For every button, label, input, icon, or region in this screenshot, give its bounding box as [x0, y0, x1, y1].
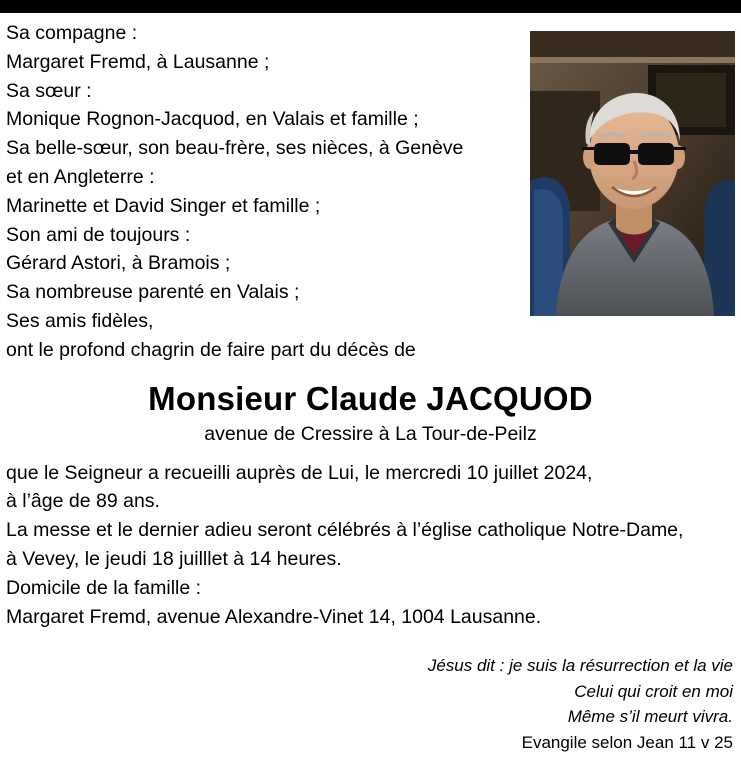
scripture-verse — [6, 653, 735, 755]
relatives-line: Gérard Astori, à Bramois ; — [6, 252, 231, 275]
body-line: à Vevey, le jeudi 18 juilllet à 14 heures. — [6, 547, 342, 570]
verse-reference: Evangile selon Jean 11 v 25 — [521, 732, 733, 752]
relatives-line: et en Angleterre : — [6, 165, 155, 188]
relatives-line: Sa nombreuse parenté en Valais ; — [6, 281, 300, 304]
relatives-line: Sa sœur : — [6, 79, 92, 102]
verse-line: Jésus dit : je suis la résurrection et la vie — [427, 656, 733, 676]
relatives-line: Margaret Fremd, à Lausanne ; — [6, 50, 270, 73]
verse-line: Celui qui croit en moi — [574, 681, 733, 701]
relatives-line: Marinette et David Singer et famille ; — [6, 194, 321, 217]
relatives-line: Monique Rognon-Jacquod, en Valais et famille ; — [6, 108, 419, 131]
relatives-line: Sa belle-sœur, son beau-frère, ses nièces, à Genève — [6, 137, 464, 160]
notice-content — [0, 13, 741, 774]
name-block — [6, 379, 735, 447]
body-line: Margaret Fremd, avenue Alexandre-Vinet 14, 1004 Lausanne. — [6, 605, 542, 628]
body-line: La messe et le dernier adieu seront célébrés à l’église catholique Notre-Dame, — [6, 519, 684, 542]
body-line: Domicile de la famille : — [6, 576, 202, 599]
deceased-address: avenue de Cressire à La Tour-de-Peilz — [204, 422, 537, 445]
portrait-photo — [530, 31, 735, 316]
relatives-list — [6, 19, 526, 365]
relatives-line: Sa compagne : — [6, 22, 138, 44]
top-black-bar — [0, 0, 741, 13]
verse-line: Même s’il meurt vivra. — [567, 707, 733, 727]
relatives-line: Son ami de toujours : — [6, 223, 191, 246]
relatives-line: ont le profond chagrin de faire part du décès de — [6, 338, 416, 361]
body-line: que le Seigneur a recueilli auprès de Lui, le mercredi 10 juillet 2024, — [6, 461, 593, 484]
body-line: à l’âge de 89 ans. — [6, 490, 160, 513]
deceased-name: Monsieur Claude JACQUOD — [148, 379, 593, 417]
notice-body — [6, 459, 735, 632]
relatives-line: Ses amis fidèles, — [6, 309, 154, 332]
